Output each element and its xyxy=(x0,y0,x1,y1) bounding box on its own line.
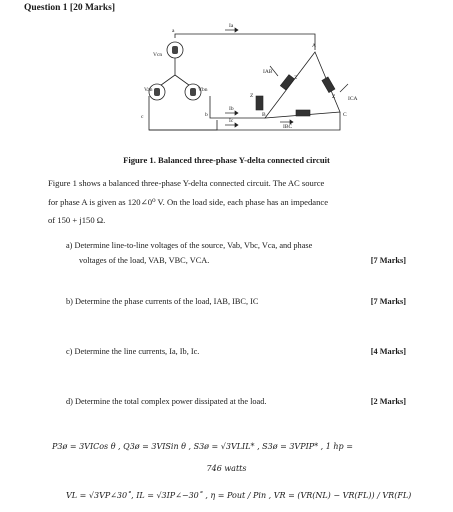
question-a xyxy=(66,238,406,268)
question-b xyxy=(66,294,406,309)
formula-line-1: P3ø = 3VICos θ , Q3ø = 3VISin θ , S3ø = √3VLIL* , S3ø = 3VPIP* , 1 hp = xyxy=(52,442,353,451)
question-a-line-2: voltages of the load, VAB, VBC, VCA. xyxy=(79,256,210,265)
circuit-diagram xyxy=(0,0,453,150)
formula-line-2: 746 watts xyxy=(206,464,247,473)
label-node-A: A xyxy=(312,43,316,49)
question-b-marks: [7 Marks] xyxy=(370,297,406,306)
intro-paragraph xyxy=(48,174,418,230)
intro-line-2: for phase A is given as 120∠0⁰ V. On the load side, each phase has an impedance xyxy=(48,196,329,207)
label-vbn: Vbn xyxy=(198,87,208,93)
question-d xyxy=(66,394,406,409)
question-c-line-1: c) Determine the line currents, Ia, Ib, Ic. xyxy=(66,347,200,356)
question-a-marks: [7 Marks] xyxy=(370,256,406,265)
question-d-marks: [2 Marks] xyxy=(370,397,406,406)
label-ib: Ib xyxy=(229,106,234,112)
label-z-ca: Z xyxy=(332,94,336,100)
formula-line-3: VL = √3VP∠30˚, IL = √3IP∠−30˚ , η = Pout / Pin , VR = (VR(NL) − VR(FL)) / VR(FL) xyxy=(66,491,412,500)
label-z-ab: Z xyxy=(294,75,298,81)
line-a-wire xyxy=(175,34,315,50)
label-node-b: b xyxy=(205,112,208,118)
question-c xyxy=(66,344,406,359)
intro-line-1: Figure 1 shows a balanced three-phase Y-delta connected circuit. The AC source xyxy=(48,178,325,188)
label-iab: IAB xyxy=(263,69,273,75)
question-title: Question 1 [20 Marks] xyxy=(24,3,116,13)
figure-caption: Figure 1. Balanced three-phase Y-delta connected circuit xyxy=(123,155,330,165)
question-b-line-1: b) Determine the phase currents of the load, IAB, IBC, IC xyxy=(66,297,259,306)
label-node-B: B xyxy=(262,112,266,118)
label-ia: Ia xyxy=(229,23,234,29)
label-ic: Ic xyxy=(229,118,234,124)
question-c-marks: [4 Marks] xyxy=(370,347,406,356)
label-node-c: c xyxy=(141,114,144,120)
label-node-a: a xyxy=(172,28,175,34)
label-ica: ICA xyxy=(348,96,358,102)
label-z-b: Z xyxy=(250,93,254,99)
label-ibc: IBC xyxy=(283,124,293,130)
label-van: Van xyxy=(144,87,153,93)
impedance-b-branch xyxy=(256,96,263,110)
question-a-line-1: a) Determine line-to-line voltages of the source, Vab, Vbc, Vca, and phase xyxy=(66,241,313,250)
question-d-line-1: d) Determine the total complex power dissipated at the load. xyxy=(66,397,267,406)
label-vcn-text: Vcn xyxy=(153,52,163,58)
intro-line-3: of 150 + j150 Ω. xyxy=(48,215,106,225)
label-node-C: C xyxy=(343,112,347,118)
impedance-bc xyxy=(296,110,310,116)
line-bottom-wire xyxy=(149,112,340,130)
impedance-ca xyxy=(322,77,335,93)
